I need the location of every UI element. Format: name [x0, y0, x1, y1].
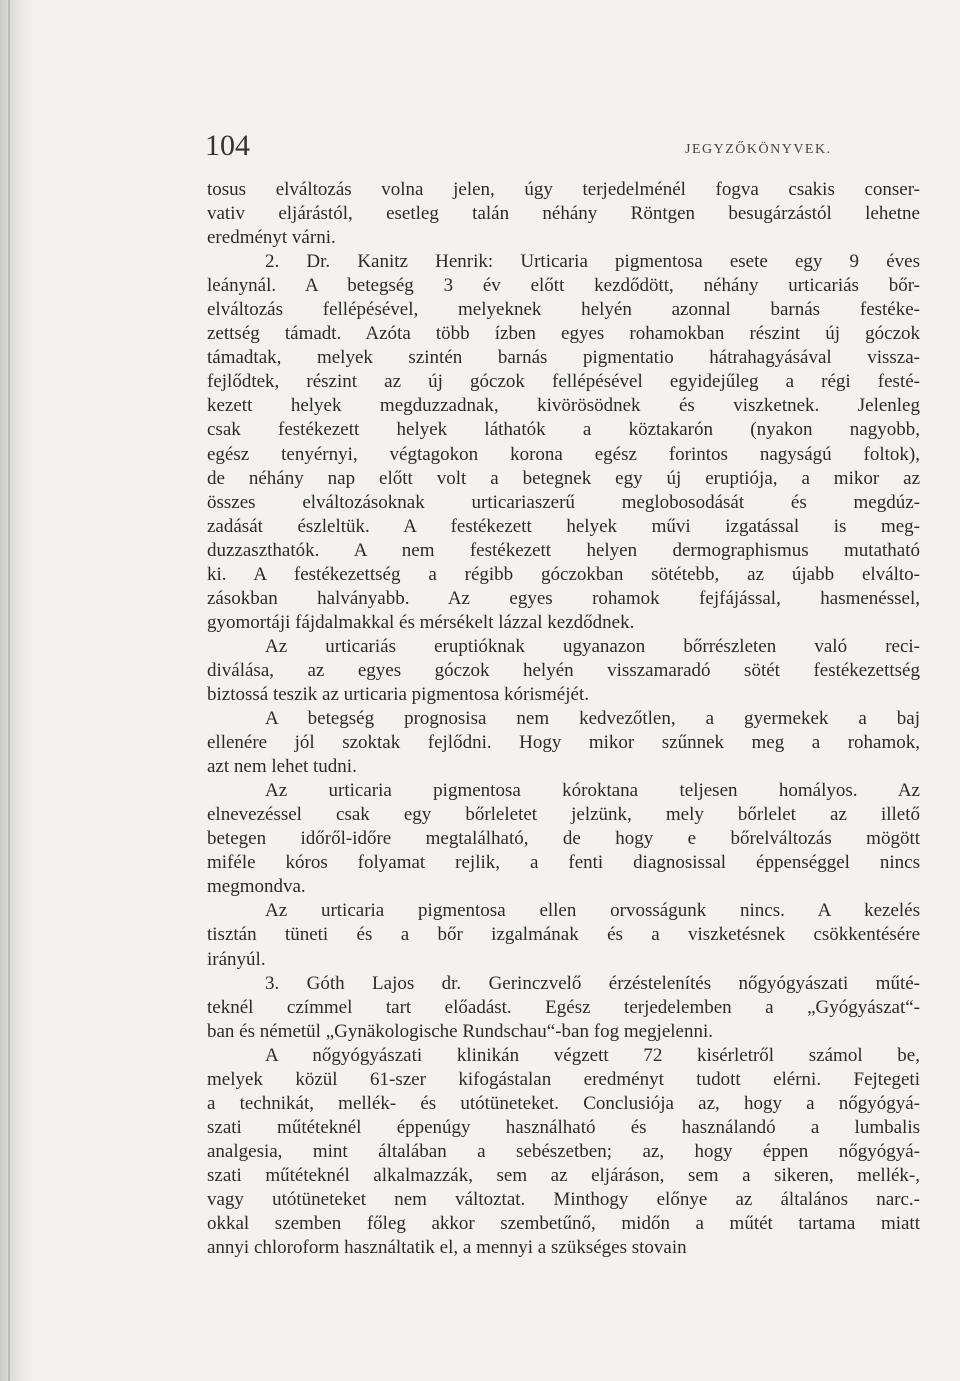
text-line: melyek közül 61-szer kifogástalan eredményt tudott elérni. Fejtegeti [207, 1068, 920, 1090]
text-line: zettség támadt. Azóta több ízben egyes rohamokban részint új góczok [207, 323, 920, 345]
text-line: vativ eljárástól, esetleg talán néhány Röntgen besugárzástól lehetne [207, 203, 920, 225]
text-line: elnevezéssel csak egy bőrleletet jelzünk, mely bőrlelet az illető [207, 804, 920, 826]
page-number: 104 [205, 129, 250, 162]
text-line: szati műtéteknél éppenúgy használható és használandó a lumbalis [207, 1116, 920, 1138]
text-line: vagy utótüneteket nem változtat. Minthogy előnye az általános narc.- [207, 1188, 920, 1210]
text-line: eredményt várni. [207, 227, 336, 249]
text-line: A nőgyógyászati klinikán végzett 72 kisérletről számol be, [265, 1044, 920, 1066]
text-line: irányúl. [207, 948, 266, 970]
text-line: ki. A festékezettség a régibb góczokban sötétebb, az újabb elválto- [207, 563, 920, 585]
text-line: analgesia, mint általában a sebészetben; az, hogy éppen nőgyógyá- [207, 1140, 920, 1162]
text-line: tosus elváltozás volna jelen, úgy terjedelménél fogva csakis conser- [207, 179, 920, 200]
text-line: diválása, az egyes góczok helyén visszamaradó sötét festékezettség [207, 659, 920, 681]
text-line: miféle kóros folyamat rejlik, a fenti diagnosissal éppenséggel nincs [207, 852, 920, 874]
text-line: Az urticaria pigmentosa kóroktana teljesen homályos. Az [265, 780, 920, 802]
text-line: megmondva. [207, 876, 306, 898]
text-line: teknél czímmel tart előadást. Egész terjedelemben a „Gyógyászat“- [207, 996, 920, 1018]
text-line: Az urticariás eruptióknak ugyanazon bőrrészleten való reci- [265, 635, 920, 657]
text-line: a technikát, mellék- és utótüneteket. Conclusiója az, hogy a nőgyógyá- [207, 1092, 920, 1114]
scan-margin-shadow [0, 0, 34, 1381]
text-line: zadását észleltük. A festékezett helyek művi izgatással is meg- [207, 515, 920, 537]
text-line: egész tenyérnyi, végtagokon korona egész forintos nagyságú foltok), [207, 443, 920, 465]
text-line: szati műtéteknél alkalmazzák, sem az eljáráson, sem a sikeren, mellék-, [207, 1164, 920, 1186]
page-header [205, 128, 920, 168]
text-line: betegen időről-időre megtalálható, de hogy e bőrelváltozás mögött [207, 828, 920, 850]
text-line: 2. Dr. Kanitz Henrik: Urticaria pigmentosa esete egy 9 éves [265, 251, 920, 273]
text-line: gyomortáji fájdalmakkal és mérsékelt lázzal kezdődnek. [207, 611, 635, 633]
text-line: támadtak, melyek szintén barnás pigmentatio hátrahagyásával vissza- [207, 347, 920, 369]
text-line: tisztán tüneti és a bőr izgalmának és a viszketésnek csökkentésére [207, 924, 920, 946]
text-line: csak festékezett helyek láthatók a köztakarón (nyakon nagyobb, [207, 419, 920, 441]
running-head: JEGYZŐKÖNYVEK. [685, 142, 832, 157]
text-line: összes elváltozásoknak urticariaszerű meglobosodását és megdúz- [207, 491, 920, 513]
body-text [207, 178, 920, 1260]
text-line: ban és németül „Gynäkologische Rundschau“-ban fog megjelenni. [207, 1020, 713, 1042]
text-line: biztossá teszik az urticaria pigmentosa kórisméjét. [207, 683, 589, 705]
text-line: elváltozás fellépésével, melyeknek helyén azonnal barnás festéke- [207, 299, 920, 321]
text-line: azt nem lehet tudni. [207, 756, 357, 778]
scan-margin-line [8, 0, 10, 1381]
text-line: A betegség prognosisa nem kedvezőtlen, a gyermekek a baj [265, 708, 920, 730]
text-line: leánynál. A betegség 3 év előtt kezdődött, néhány urticariás bőr- [207, 275, 920, 297]
text-line: okkal szemben főleg akkor szembetűnő, midőn a műtét tartama miatt [207, 1213, 920, 1235]
text-line: kezett helyek megduzzadnak, kivörösödnek és viszketnek. Jelenleg [207, 395, 920, 417]
text-line: annyi chloroform használtatik el, a mennyi a szükséges stovain [207, 1237, 687, 1259]
text-line: fejlődtek, részint az új góczok fellépésével egyidejűleg a régi festé- [207, 371, 920, 393]
text-line: Az urticaria pigmentosa ellen orvosságunk nincs. A kezelés [265, 900, 920, 922]
text-line: de néhány nap előtt volt a betegnek egy új eruptiója, a mikor az [207, 467, 920, 489]
text-line: 3. Góth Lajos dr. Gerinczvelő érzéstelenítés nőgyógyászati műté- [265, 972, 920, 994]
text-line: ellenére jól szoktak fejlődni. Hogy mikor szűnnek meg a rohamok, [207, 732, 920, 754]
text-line: duzzaszthatók. A nem festékezett helyen dermographismus mutatható [207, 539, 920, 561]
text-line: zásokban halványabb. Az egyes rohamok fejfájással, hasmenéssel, [207, 587, 920, 609]
